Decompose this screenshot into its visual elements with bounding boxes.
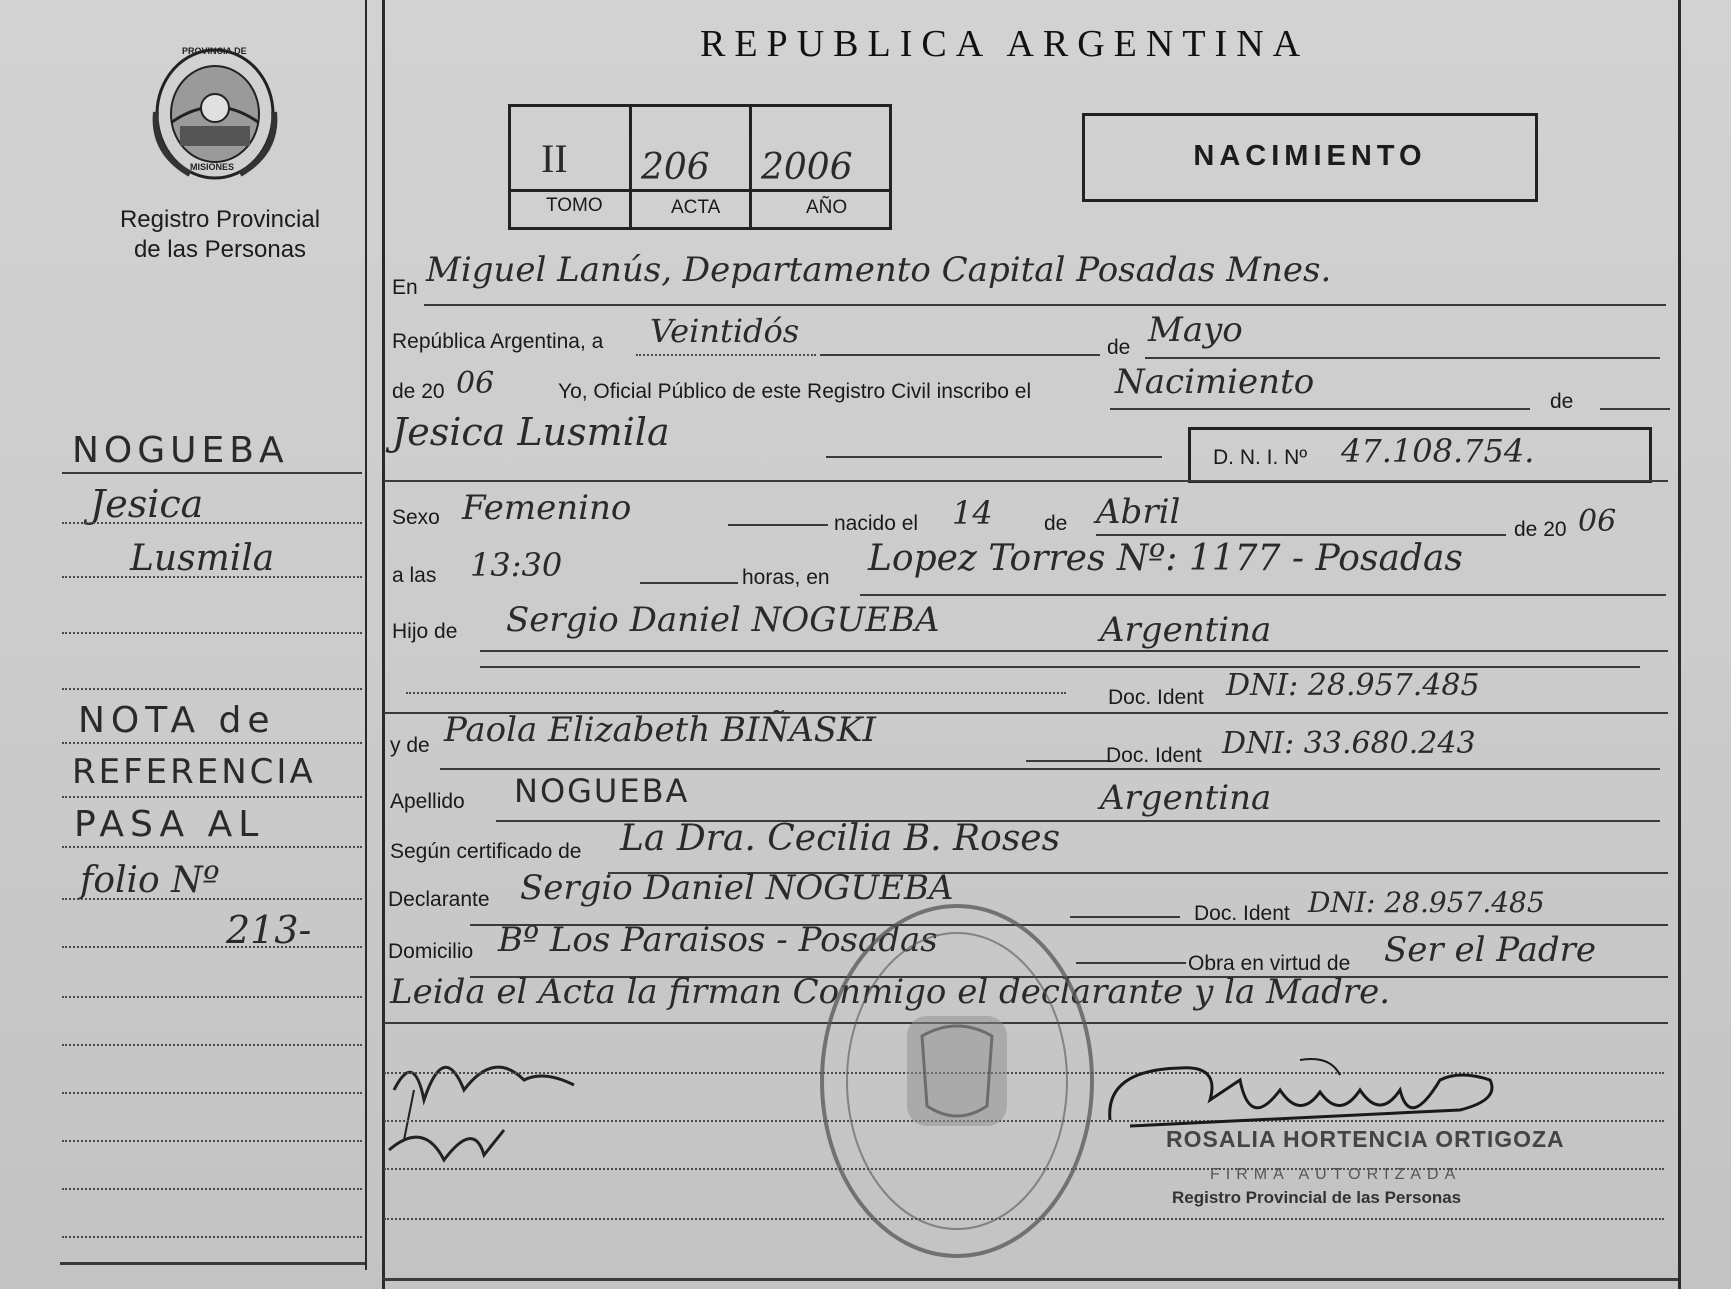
declarante-label: Declarante	[388, 888, 490, 911]
year-suffix: 06	[456, 366, 495, 401]
birth-year-label: de 20	[1514, 518, 1567, 541]
yde-label: y de	[390, 734, 430, 757]
sidebar-first-name: Jesica	[90, 482, 204, 526]
certificado-label: Según certificado de	[390, 840, 582, 863]
year-label: de 20	[392, 380, 445, 403]
acta-label: ACTA	[671, 197, 721, 218]
event-de-label: de	[1550, 390, 1574, 413]
month-de-label: de	[1107, 336, 1131, 359]
mother-name: Paola Elizabeth BIÑASKI	[444, 710, 876, 750]
anio-value: 2006	[761, 147, 853, 188]
event-value: Nacimiento	[1115, 362, 1315, 402]
birth-day: 14	[952, 494, 993, 532]
dni-label: D. N. I. Nº	[1213, 446, 1308, 469]
mother-nationality: Argentina	[1100, 778, 1272, 818]
closing-text: Leida el Acta la firman Conmigo el declarante y la Madre.	[390, 972, 1391, 1012]
sidebar-bottom-line	[60, 1262, 365, 1265]
birth-month: Abril	[1096, 492, 1181, 532]
witness-signature-icon	[384, 1030, 584, 1180]
seal-text-bottom: MISIONES	[190, 162, 235, 172]
registry-name-line1: Registro Provincial	[119, 206, 321, 233]
alas-label: a las	[392, 564, 437, 587]
apellido-label: Apellido	[390, 790, 465, 813]
place-value: Miguel Lanús, Departamento Capital Posadas Mnes.	[426, 250, 1332, 290]
nacido-label: nacido el	[834, 512, 919, 535]
official-stamp-icon	[812, 896, 1102, 1266]
sidebar-note-line2: REFERENCIA	[72, 752, 316, 792]
child-name: Jesica Lusmila	[392, 410, 670, 454]
form-bottom-line	[383, 1278, 1678, 1281]
dni-box	[1188, 427, 1652, 483]
father-doc-label: Doc. Ident	[1108, 686, 1204, 709]
domicilio-value: Bº Los Paraisos - Posadas	[498, 920, 938, 960]
signatory-title: FIRMA AUTORIZADA	[1210, 1166, 1462, 1183]
tomo-value: II	[541, 136, 568, 181]
sidebar-middle-name: Lusmila	[130, 538, 275, 579]
dni-value: 47.108.754.	[1341, 432, 1535, 470]
sexo-value: Femenino	[462, 488, 632, 528]
domicilio-label: Domicilio	[388, 940, 474, 963]
republica-label: República Argentina, a	[392, 330, 604, 353]
seal-text-top: PROVINCIA DE	[182, 46, 247, 56]
father-name: Sergio Daniel NOGUEBA	[506, 600, 940, 640]
birth-place: Lopez Torres Nº: 1177 - Posadas	[868, 538, 1463, 579]
mother-doc-label: Doc. Ident	[1106, 744, 1202, 767]
column-divider-inner	[365, 0, 367, 1270]
sidebar-note-line4: folio Nº	[80, 860, 220, 901]
day-value: Veintidós	[650, 312, 800, 350]
obra-label: Obra en virtud de	[1188, 952, 1351, 975]
month-value: Mayo	[1148, 310, 1243, 350]
mother-doc: DNI: 33.680.243	[1222, 726, 1476, 761]
declarante-doc: DNI: 28.957.485	[1308, 886, 1545, 919]
tomo-label: TOMO	[546, 195, 603, 216]
hijo-label: Hijo de	[392, 620, 458, 643]
certificado-value: La Dra. Cecilia B. Roses	[620, 818, 1061, 859]
apellido-value: NOGUEBA	[514, 772, 690, 810]
father-nationality: Argentina	[1100, 610, 1272, 650]
sexo-label: Sexo	[392, 506, 440, 529]
doc-type-box	[1082, 113, 1538, 202]
registry-name-line2: de las Personas	[133, 236, 307, 263]
obra-value: Ser el Padre	[1384, 930, 1597, 970]
province-seal-icon	[150, 42, 280, 182]
sidebar-note-line3: PASA AL	[74, 804, 265, 845]
country-title: REPUBLICA ARGENTINA	[700, 23, 1310, 65]
horas-label: horas, en	[742, 566, 830, 589]
en-label: En	[392, 276, 418, 299]
declarante-doc-label: Doc. Ident	[1194, 902, 1290, 925]
right-margin-line	[1678, 0, 1681, 1289]
time-value: 13:30	[470, 546, 563, 584]
signatory-name: ROSALIA HORTENCIA ORTIGOZA	[1166, 1126, 1565, 1152]
father-doc: DNI: 28.957.485	[1226, 668, 1480, 703]
record-number-box	[508, 104, 892, 230]
birth-year-suffix: 06	[1578, 504, 1617, 539]
declarante-value: Sergio Daniel NOGUEBA	[520, 868, 954, 908]
doc-type-label: NACIMIENTO	[1193, 140, 1427, 172]
anio-label: AÑO	[806, 197, 848, 218]
acta-value: 206	[641, 147, 710, 188]
officer-text: Yo, Oficial Público de este Registro Civil inscribo el	[558, 380, 1032, 403]
sidebar-note-line1: NOTA de	[78, 700, 276, 741]
birth-de-label: de	[1044, 512, 1068, 535]
signatory-office: Registro Provincial de las Personas	[1172, 1188, 1462, 1207]
sidebar-note-line5: 213-	[226, 908, 312, 952]
sidebar-surname: NOGUEBA	[72, 430, 289, 471]
